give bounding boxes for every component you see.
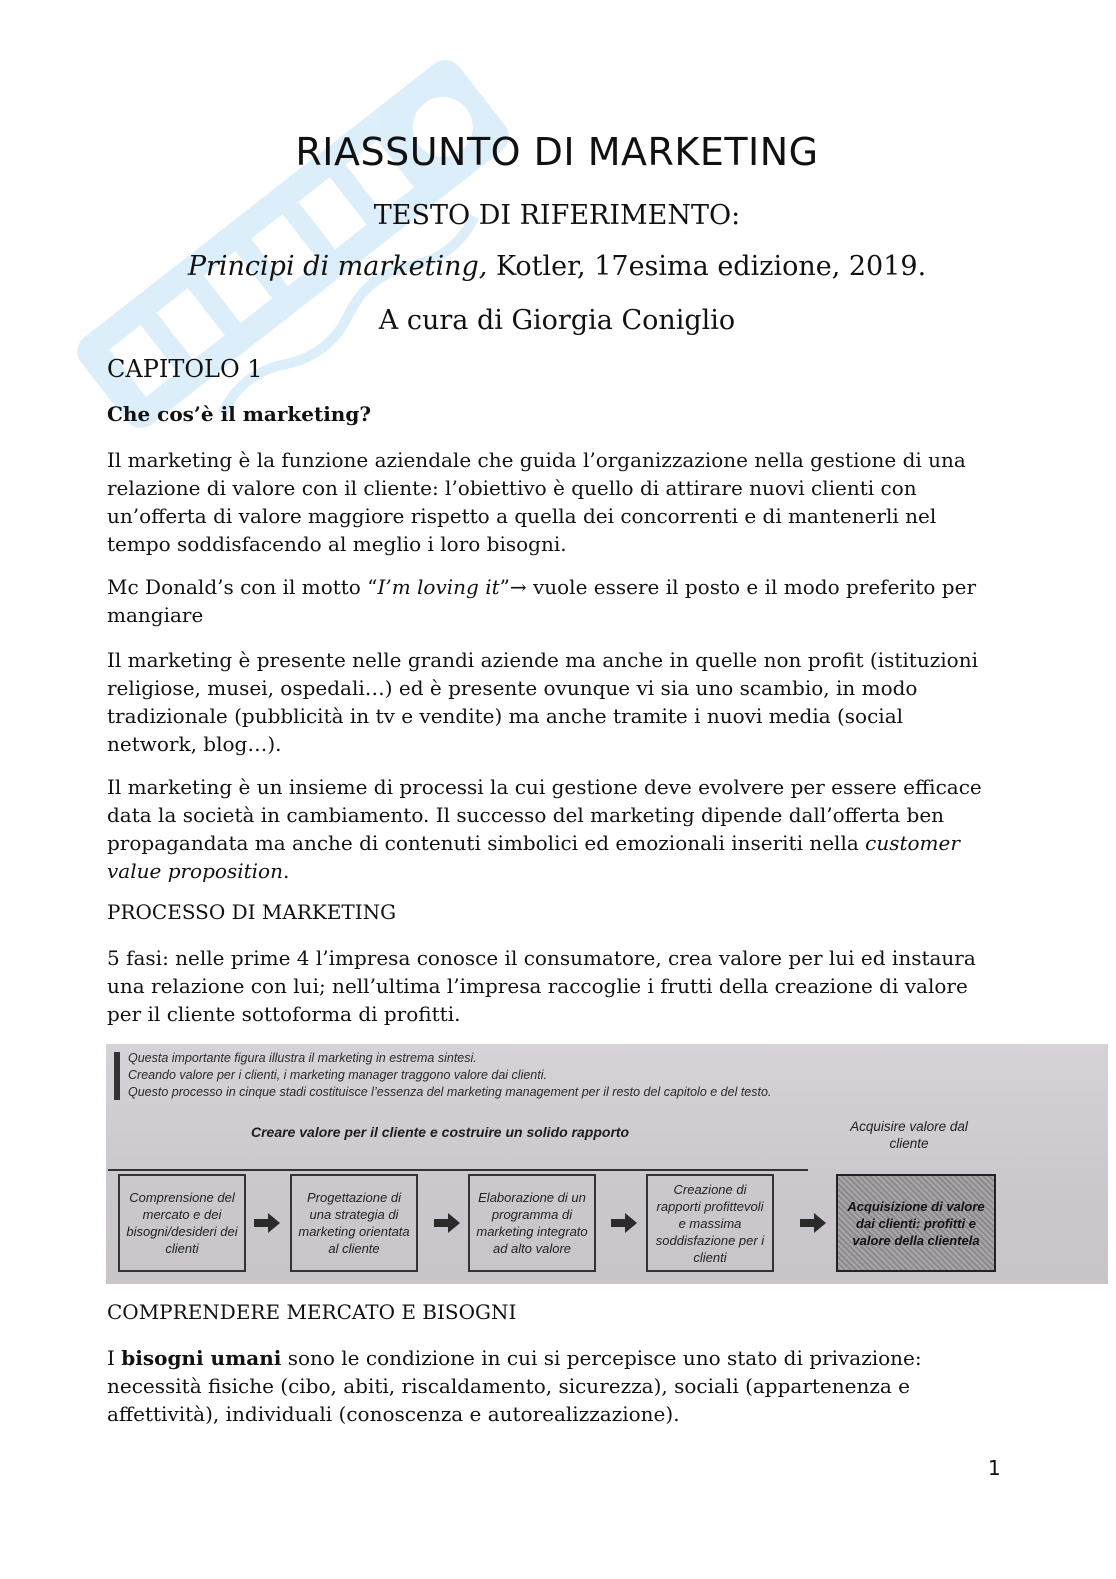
needs-bold: bisogni umani [121,1346,282,1370]
stage-capture-value: Acquisizione di valore dai clienti: profitti e valore della clientela [836,1174,996,1272]
stage-build-program: Elaborazione di un programma di marketing integrato ad alto valore [468,1174,596,1272]
arrow-right-icon [800,1211,826,1235]
figure-caption [128,1050,888,1101]
page-number: 1 [988,1456,1001,1480]
paragraph-definition: Il marketing è la funzione aziendale che guida l’organizzazione nella gestione di una relazione di valore con il cliente: l’obiettivo è quello di attirare nuovi clienti con un’offerta di valore maggiore rispetto a quella dei concorrenti e di mantenerli nel tempo soddisfacendo al meglio i loro bisogni. [107,448,966,556]
needs-suffix: sono le condizione in cui si percepisce uno stato di privazione: necessità fisiche (cibo, abiti, riscaldamento, sicurezza), sociali (appartenenza e affettività), individuali (conoscenza e autorealizzazione). [107,1346,922,1426]
bracket-line [108,1169,808,1171]
caption-bar [114,1052,120,1100]
marketing-process-figure [106,1044,1108,1284]
paragraph-process: 5 fasi: nelle prime 4 l’impresa conosce il consumatore, crea valore per lui ed instaura una relazione con lui; nell’ultima l’impresa raccoglie i frutti della creazione di valore per il cliente sottoforma di profitti. [107,946,976,1026]
caption-line: Creando valore per i clienti, i marketing manager traggono valore dai clienti. [128,1068,547,1082]
processes-end: . [282,859,290,883]
stage-build-relationships: Creazione di rapporti profittevoli e massima soddisfazione per i clienti [646,1174,774,1272]
reference-line [107,251,1007,282]
caption-line: Questa importante figura illustra il marketing in estrema sintesi. [128,1051,477,1065]
processes-text: Il marketing è un insieme di processi la cui gestione deve evolvere per essere efficace data la società in cambiamento. Il successo del marketing dipende dall’offerta ben propagandata ma anche di contenuti simbolici ed emozionali inseriti nella [107,775,982,855]
arrow-right-icon [434,1211,460,1235]
customer-value-proposition: customer value proposition [107,831,960,883]
chapter-heading: CAPITOLO 1 [107,355,263,383]
arrow-right-icon [611,1211,637,1235]
editor-line: A cura di Giorgia Coniglio [378,305,736,336]
paragraph-mcdonalds [107,573,997,629]
section-needs: COMPRENDERE MERCATO E BISOGNI [107,1300,517,1324]
mcdonalds-motto: I’m loving it [377,575,500,599]
section-process: PROCESSO DI MARKETING [107,900,397,924]
reference-details: Kotler, 17esima edizione, 2019. [487,251,927,282]
paragraph-processes [107,773,997,885]
needs-prefix: I [107,1346,122,1370]
paragraph-nonprofit: Il marketing è presente nelle grandi aziende ma anche in quelle non profit (istituzioni religiose, musei, ospedali…) ed è presente ovunque vi sia uno scambio, in modo tradizionale (pubblicità in tv e vendite) ma anche tramite i nuovi media (social network, blog…). [107,648,978,756]
arrow-right-icon [254,1211,280,1235]
document-title: RIASSUNTO DI MARKETING [295,130,819,174]
skuola-watermark [10,40,570,440]
section-heading: Che cos’è il marketing? [107,402,372,426]
capture-value-heading: Acquisire valore dal cliente [850,1119,968,1151]
reference-label: TESTO DI RIFERIMENTO: [373,200,741,231]
mcdonalds-prefix: Mc Donald’s con il motto “ [107,575,378,599]
stage-understand-market: Comprensione del mercato e dei bisogni/desideri dei clienti [118,1174,246,1272]
reference-book-title: Principi di marketing, [187,251,488,282]
paragraph-needs [107,1344,997,1428]
mcdonalds-suffix: ”→ vuole essere il posto e il modo preferito per mangiare [107,575,977,627]
stage-design-strategy: Progettazione di una strategia di marketing orientata al cliente [290,1174,418,1272]
create-value-heading: Creare valore per il cliente e costruire un solido rapporto [251,1124,630,1140]
caption-line: Questo processo in cinque stadi costituisce l’essenza del marketing management per il resto del capitolo e del testo. [128,1085,772,1099]
